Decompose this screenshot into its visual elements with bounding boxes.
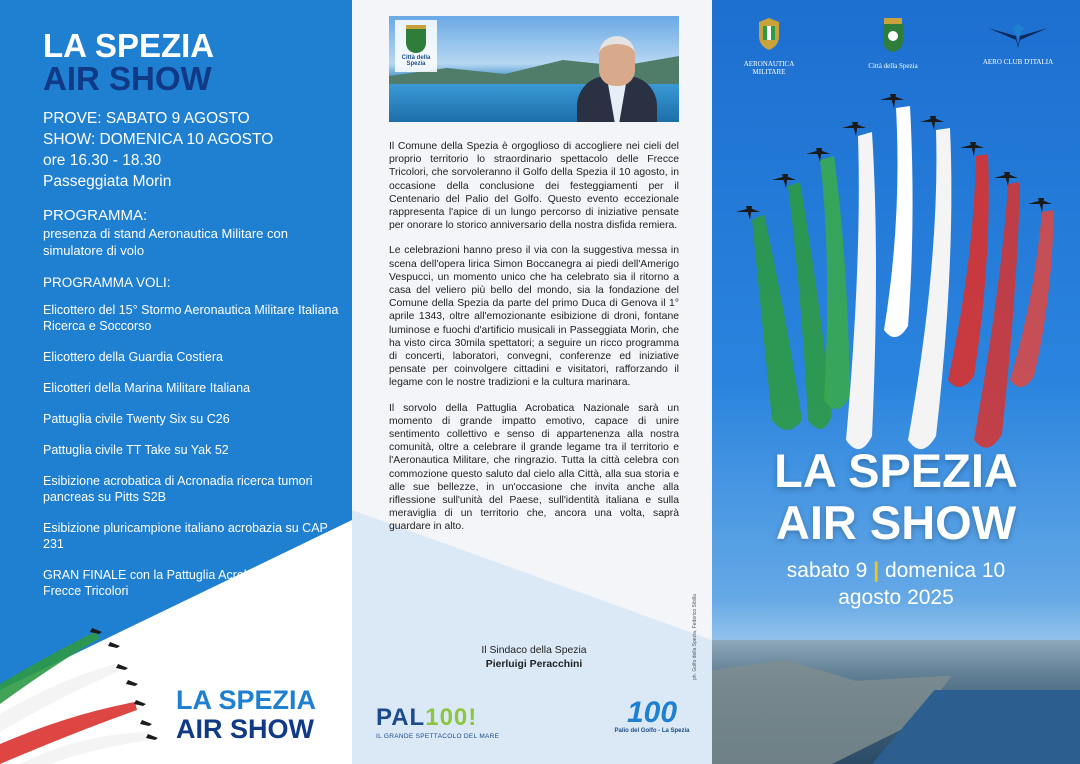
voli-item: GRAN FINALE con la Pattuglia Acrobatica Nazionale Frecce Tricolori xyxy=(43,568,337,598)
signature-name: Pierluigi Peracchini xyxy=(485,659,583,670)
jet-icon xyxy=(960,142,984,156)
voli-item: Pattuglia civile TT Take su Yak 52 xyxy=(43,443,229,457)
left-title-line2: AIR SHOW xyxy=(43,60,212,97)
mayor-photo xyxy=(389,16,679,122)
middle-panel xyxy=(352,0,712,764)
jet-icon xyxy=(140,720,152,726)
mayor-letter xyxy=(389,140,679,546)
event-dates xyxy=(712,557,1080,584)
city-logo xyxy=(395,20,437,72)
show-time: ore 16.30 - 18.30 xyxy=(43,152,162,169)
smoke-trails xyxy=(752,106,1054,449)
jet-icon xyxy=(880,94,904,108)
citta-spezia-label: Città della Spezia xyxy=(868,62,918,70)
date-line2: agosto 2025 xyxy=(838,586,954,609)
letter-paragraph: Le celebrazioni hanno preso il via con la suggestiva messa in scena dell'opera lirica Simon Boccanegra ai piedi dell'Amerigo Vespucci, un momento unico che ha celebrato sia il ritorno a casa del veliero più bello del mondo, sia la fondazione del Comune della Spezia da parte del primo Duca di Genova il 1° aprile 1343, oltre all'emozionante esibizione di droni, fontane luminose e fuochi d'artificio musicali in Passeggiata Morin, che ha visto circa 30mila spettatori; a seguire un ricco programma di concerti, laboratori, convegni, conferenze ed iniziative pensate per coinvolgere cittadini e visitatori, rafforzando il legame con le nostre tradizioni e la cultura marinara. xyxy=(389,245,679,389)
date-part2: domenica 10 xyxy=(884,559,1006,582)
show-date: SHOW: DOMENICA 10 AGOSTO xyxy=(43,131,274,148)
palio100-logo xyxy=(610,698,694,734)
jet-icon xyxy=(920,116,944,130)
right-panel xyxy=(712,0,1080,764)
jet-icon xyxy=(116,664,128,670)
signature xyxy=(389,644,679,672)
palio100-number: 100 xyxy=(626,696,678,729)
letter-paragraph: Il Comune della Spezia è orgoglioso di accogliere nei cieli del proprio territorio lo straordinario spettacolo delle Frecce Tricolori, che sorvoleranno il Golfo della Spezia il 10 agosto, in occasione della conclusione dei festeggiamenti per il Centenario del Palio del Golfo. Questo evento eccezionale rappresenta l'apice di un lungo percorso di iniziative pensate per onorare lo storico anniversario della nostra disfida remiera. xyxy=(389,141,679,232)
jet-icon xyxy=(108,642,120,648)
aeronautica-label-2: MILITARE xyxy=(752,68,786,76)
letter-paragraph: Il sorvolo della Pattuglia Acrobatica Nazionale sarà un momento di grande impatto emotivo, capace di unire sentimento collettivo e senso di appartenenza alla nostra comunità, oltre a celebrare il grande legame tra il territorio e l'Aeronautica Militare, che ringrazio. Tutta la città celebra con commozione questo saluto dal cielo alla Città, alla sua storia e alle sue bellezze, in un'occasione che invita anche alla riflessione sull'unità del Paese, sull'identità italiana e sulla meraviglia di un territorio che, ancora una volta, saprà guardare in alto. xyxy=(389,402,679,533)
left-brand xyxy=(176,686,346,744)
left-title-line1: LA SPEZIA xyxy=(43,27,215,64)
event-info xyxy=(43,108,343,192)
voli-title: PROGRAMMA VOLI: xyxy=(43,275,171,290)
voli-item: Elicottero della Guardia Costiera xyxy=(43,350,223,364)
city-logo-label: Città della Spezia xyxy=(401,55,431,67)
right-title-line1: LA SPEZIA xyxy=(774,444,1018,497)
voli-item: Elicottero del 15° Stormo Aeronautica Militare Italiana Ricerca e Soccorso xyxy=(43,303,339,333)
frecce-tricolori-illustration xyxy=(712,0,1080,480)
jet-icon xyxy=(134,700,146,706)
left-panel xyxy=(0,0,352,764)
smoke-green xyxy=(752,214,802,430)
aeronautica-label-1: AERONAUTICA xyxy=(743,60,795,68)
smoke-white xyxy=(908,128,951,449)
right-title-block xyxy=(712,445,1080,611)
aero-club-label: AERO CLUB D'ITALIA xyxy=(982,58,1054,66)
palio-logo-num: 100! xyxy=(425,704,478,731)
voli-item: Elicotteri della Marina Militare Italiana xyxy=(43,381,251,395)
programma-title: PROGRAMMA: xyxy=(43,207,148,224)
signature-role: Il Sindaco della Spezia xyxy=(481,645,587,656)
shield-icon xyxy=(406,25,426,53)
left-content xyxy=(43,27,343,614)
right-title-line2: AIR SHOW xyxy=(775,496,1017,549)
voli-item: Esibizione pluricampione italiano acrobazia su CAP 231 xyxy=(43,521,328,551)
jets xyxy=(736,94,1052,220)
smoke-red xyxy=(948,154,989,387)
palio-logo-tag: IL GRANDE SPETTACOLO DEL MARE xyxy=(376,733,500,740)
photo-credit: ph. Golfo della Spezia, Federico Sibilla xyxy=(692,594,698,680)
jet-icon xyxy=(90,628,102,634)
smoke-white xyxy=(846,132,876,449)
jet-icon xyxy=(1028,198,1052,212)
palio-logo-wordmark xyxy=(376,704,506,732)
brand-line1: LA SPEZIA xyxy=(176,685,317,715)
palio-logo xyxy=(376,704,506,740)
brand-line2: AIR SHOW xyxy=(176,714,314,744)
smoke-white xyxy=(884,106,913,337)
jet-icon xyxy=(126,680,138,686)
prove-date: PROVE: SABATO 9 AGOSTO xyxy=(43,110,250,127)
mayor-portrait xyxy=(577,36,657,122)
palio-logo-main: PAL xyxy=(376,704,426,731)
voli-item: Esibizione acrobatica di Acronadia ricerca tumori pancreas su Pitts S2B xyxy=(43,474,313,504)
portrait-head xyxy=(599,36,635,86)
show-location: Passeggiata Morin xyxy=(43,173,172,190)
left-jets-illustration xyxy=(0,624,170,764)
jet-icon xyxy=(842,122,866,136)
voli-item: Pattuglia civile Twenty Six su C26 xyxy=(43,412,230,426)
palio100-label: Palio del Golfo - La Spezia xyxy=(614,728,690,734)
date-part1: sabato 9 xyxy=(786,559,868,582)
date-separator: | xyxy=(873,559,880,582)
programma-text: presenza di stand Aeronautica Militare con simulatore di volo xyxy=(43,226,288,258)
